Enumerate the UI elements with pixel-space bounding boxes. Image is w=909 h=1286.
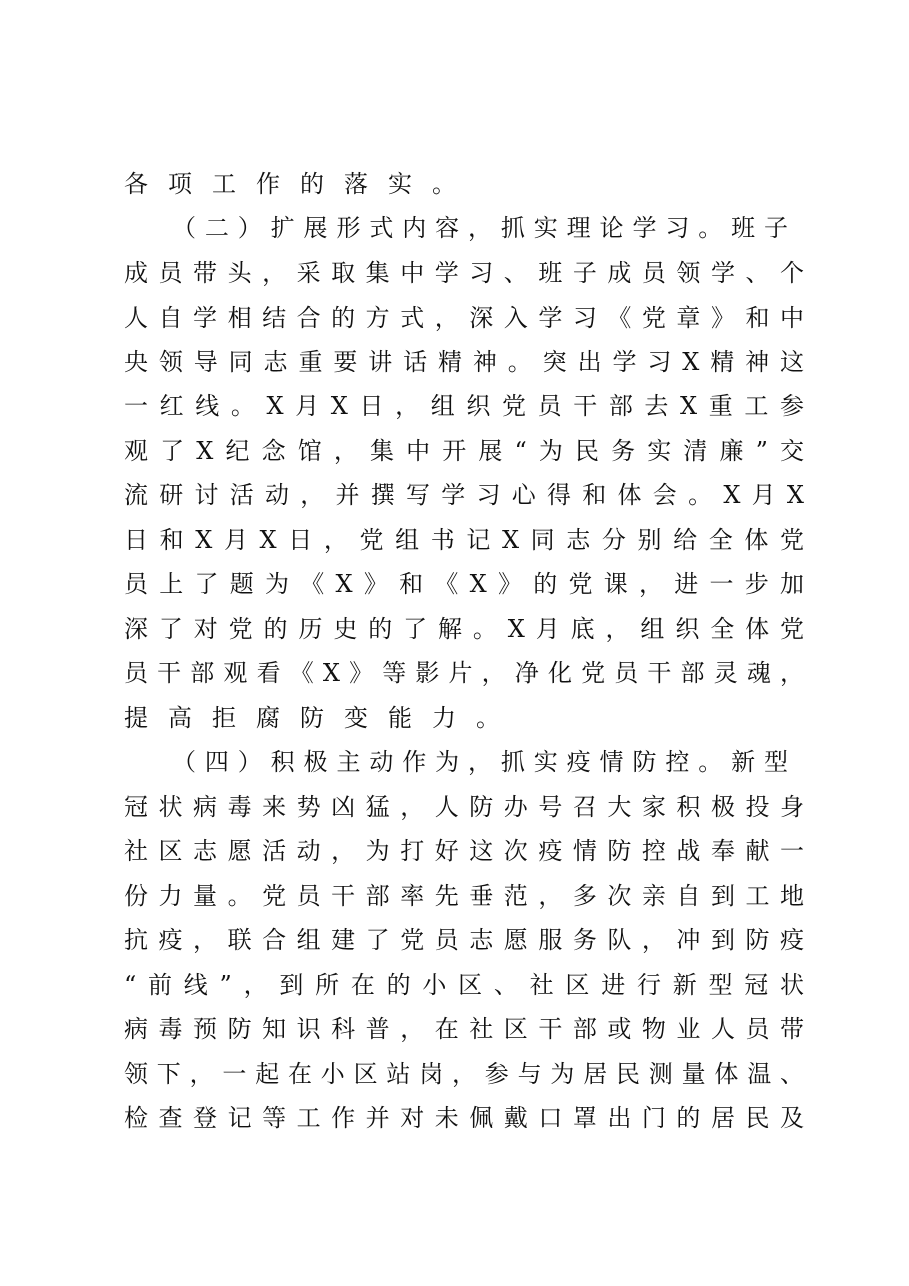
text-line: 各项工作的落实。 — [124, 170, 476, 198]
text-line: 央领导同志重要讲话精神。突出学习X精神这 — [124, 348, 804, 376]
text-line: 冠状病毒来势凶猛，人防办号召大家积极投身 — [124, 793, 804, 821]
text-line: 检查登记等工作并对未佩戴口罩出门的居民及 — [124, 1104, 804, 1132]
text-line: 员干部观看《X》等影片，净化党员干部灵魂， — [124, 659, 804, 687]
text-line: 观了X纪念馆，集中开展“为民务实清廉”交 — [124, 437, 804, 465]
text-line: 社区志愿活动，为打好这次疫情防控战奉献一 — [124, 837, 804, 865]
text-line: 份力量。党员干部率先垂范，多次亲自到工地 — [124, 882, 804, 910]
text-line: 深了对党的历史的了解。X月底，组织全体党 — [124, 615, 804, 643]
text-line: 员上了题为《X》和《X》的党课，进一步加 — [124, 570, 804, 598]
text-line: 流研讨活动，并撰写学习心得和体会。X月X — [124, 481, 804, 509]
text-line: 抗疫，联合组建了党员志愿服务队，冲到防疫 — [124, 926, 804, 954]
section-heading-line: （二）扩展形式内容，抓实理论学习。班子 — [172, 214, 788, 242]
text-line: 一红线。X月X日，组织党员干部去X重工参 — [124, 392, 804, 420]
text-line: 日和X月X日，党组书记X同志分别给全体党 — [124, 526, 804, 554]
text-line: “前线”，到所在的小区、社区进行新型冠状 — [124, 971, 804, 999]
text-line: 提高拒腐防变能力。 — [124, 704, 520, 732]
text-line: 成员带头，采取集中学习、班子成员领学、个 — [124, 259, 804, 287]
section-heading-line: （四）积极主动作为，抓实疫情防控。新型 — [172, 748, 788, 776]
text-line: 病毒预防知识科普，在社区干部或物业人员带 — [124, 1015, 804, 1043]
text-line: 人自学相结合的方式，深入学习《党章》和中 — [124, 304, 804, 332]
text-line: 领下，一起在小区站岗，参与为居民测量体温、 — [124, 1060, 804, 1088]
